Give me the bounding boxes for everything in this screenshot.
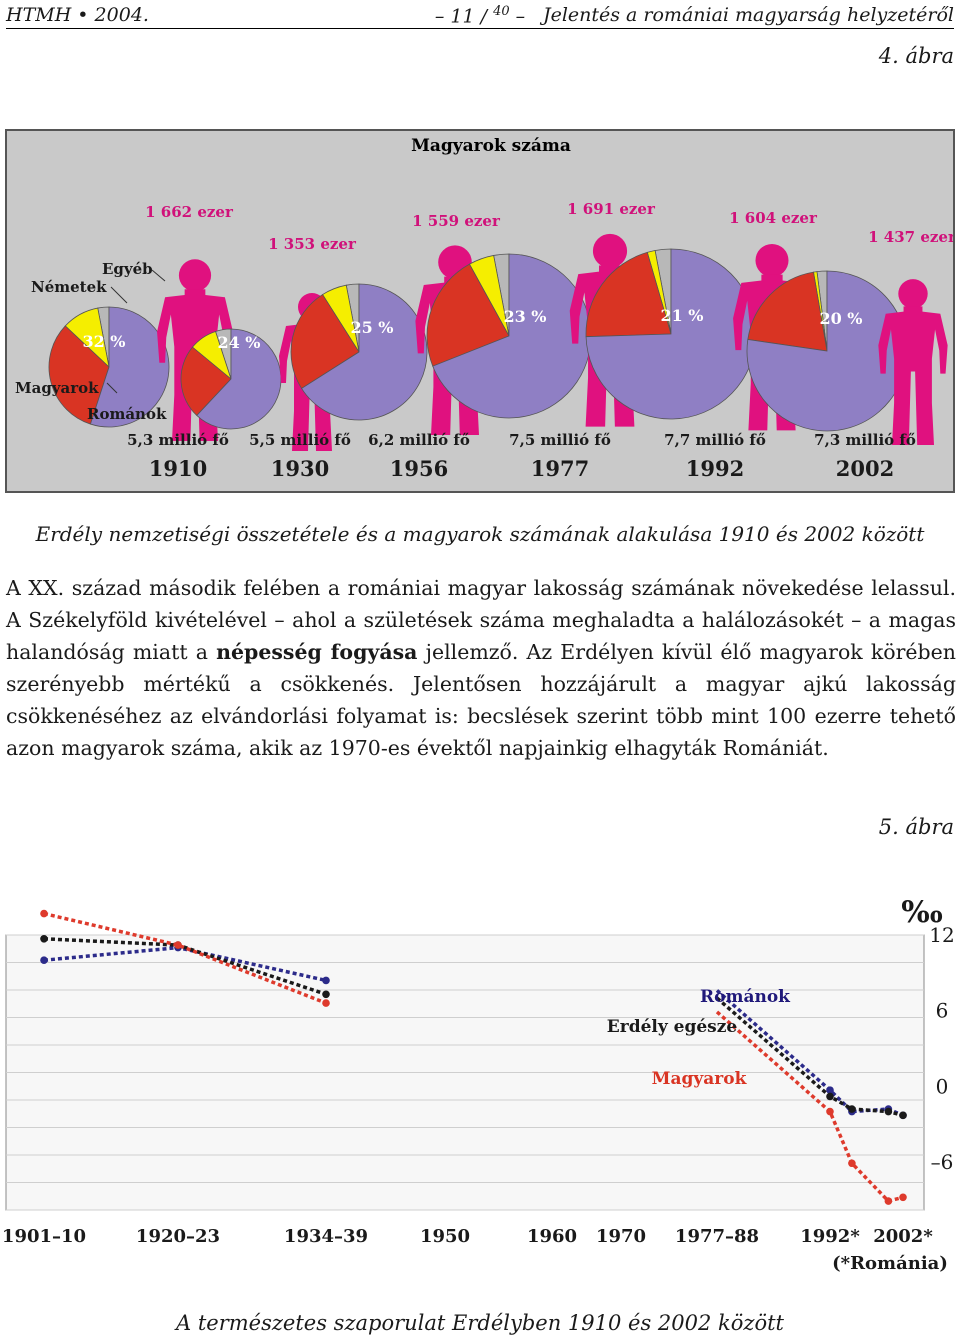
year-label: 1956 [389,456,449,481]
x-tick-label: 1920–23 [135,1226,221,1247]
series-point-hungarians [174,941,182,949]
legend-romanok: Románok [87,405,167,423]
series-label-romanians: Románok [700,987,790,1007]
series-label-hungarians: Magyarok [651,1069,747,1089]
year-label: 1977 [530,456,590,481]
x-tick-label: 1950 [419,1226,471,1247]
population-label: 7,5 millió fő [509,431,611,449]
series-point-hungarians [826,1108,834,1116]
legend-nemetek: Németek [31,278,107,296]
series-point-transylvania [885,1108,893,1116]
series-label-transylvania: Erdély egésze [606,1017,738,1037]
figure5-chart [4,880,956,1280]
body-paragraph [6,572,956,764]
series-point-transylvania [899,1112,907,1120]
figure4-pies [49,200,953,481]
series-point-transylvania [322,990,330,998]
population-label: 7,3 millió fő [814,431,916,449]
figure4-title: Magyarok száma [411,136,571,156]
pie-percent-label: 20 % [819,309,863,328]
population-label: 6,2 millió fő [368,431,470,449]
x-tick-label: 1992* [800,1226,860,1247]
paragraph-part2: jellemző. Az Erdélyen kívül élő magyarok körében szerényebb mértékű a csökkenés. Jelentősen hozzájárult a magyar ajkú lakosság csökkenéséhez az elvándorlási folyamat is: becslések szerint több mint 100 ezerre tehető azon magyarok száma, akik az 1970-es évektől napjainkig elhagyták Romániát. [6,640,956,760]
series-point-transylvania [848,1105,856,1113]
series-point-hungarians [899,1194,907,1202]
pie-percent-label: 21 % [660,306,704,325]
pie-percent-label: 32 % [82,332,126,351]
page-header [0,0,960,30]
page-total: 40 [493,4,510,19]
hungarians-count-label: 1 559 ezer [412,212,500,230]
legend-egyeb: Egyéb [102,260,153,278]
header-title: Jelentés a romániai magyarság helyzetéről [542,4,954,26]
hungarians-count-label: 1 353 ezer [268,235,356,253]
figure4-caption: Erdély nemzetiségi összetétele és a magyarok számának alakulása 1910 és 2002 között [35,522,925,546]
year-label: 2002 [835,456,895,481]
page-current: 11 [450,5,475,28]
pie-percent-label: 25 % [350,318,394,337]
series-point-hungarians [848,1159,856,1167]
x-tick-label: 2002* [873,1226,933,1247]
legend-pointer [111,287,127,303]
series-point-hungarians [40,910,48,918]
legend-pointer [152,270,165,281]
population-label: 5,5 millió fő [249,431,351,449]
x-tick-label: 1901–10 [4,1226,87,1247]
x-tick-label: 1960 [526,1226,578,1247]
series-point-transylvania [826,1093,834,1101]
x-tick-label: 1934–39 [283,1226,369,1247]
series-point-hungarians [885,1197,893,1205]
hungarians-count-label: 1 437 ezer [868,228,953,246]
population-label: 7,7 millió fő [664,431,766,449]
page-number: – 11 / $^{40}$ – [434,4,526,28]
paragraph-bold: népesség fogyása [216,640,418,664]
hungarians-count-label: 1 691 ezer [567,200,655,218]
paragraph-part1: A XX. század második felében a romániai magyar lakosság számának növekedése lelassul. A Székelyföld kivételével – ahol a születések száma meghaladta a halálozásokét – a magas halandóság miatt a [6,576,956,664]
y-tick-label: 12 [929,923,955,947]
figure5-caption: A természetes szaporulat Erdélyben 1910 és 2002 között [176,1311,784,1335]
hungarians-count-label: 1 604 ezer [729,209,817,227]
y-tick-label: 0 [935,1074,949,1099]
chart-footnote: (*Románia) [832,1253,948,1274]
header-rule [6,28,954,29]
header-journal: HTMH • 2004. [6,4,149,26]
year-label: 1930 [270,456,330,481]
population-label: 5,3 millió fő [127,431,229,449]
year-label: 1992 [685,456,745,481]
series-point-romanians [40,956,48,964]
figure5-label: 5. ábra [878,815,954,839]
figure4-label: 4. ábra [878,44,954,68]
y-tick-label: –6 [930,1150,954,1174]
pie-percent-label: 24 % [217,333,261,352]
y-unit-label: ‰ [901,895,943,930]
x-tick-label: 1977–88 [674,1226,760,1247]
legend-magyarok: Magyarok [15,379,99,397]
y-tick-label: 6 [935,998,949,1023]
figure4-graphic [7,131,953,491]
figure4-infographic [5,129,955,493]
hungarians-count-label: 1 662 ezer [145,203,233,221]
natural-increase-chart [4,880,956,1280]
series-point-hungarians [322,999,330,1007]
series-point-transylvania [40,935,48,943]
series-point-romanians [322,977,330,985]
x-tick-label: 1970 [595,1226,647,1247]
pie-percent-label: 23 % [503,307,547,326]
year-label: 1910 [148,456,208,481]
